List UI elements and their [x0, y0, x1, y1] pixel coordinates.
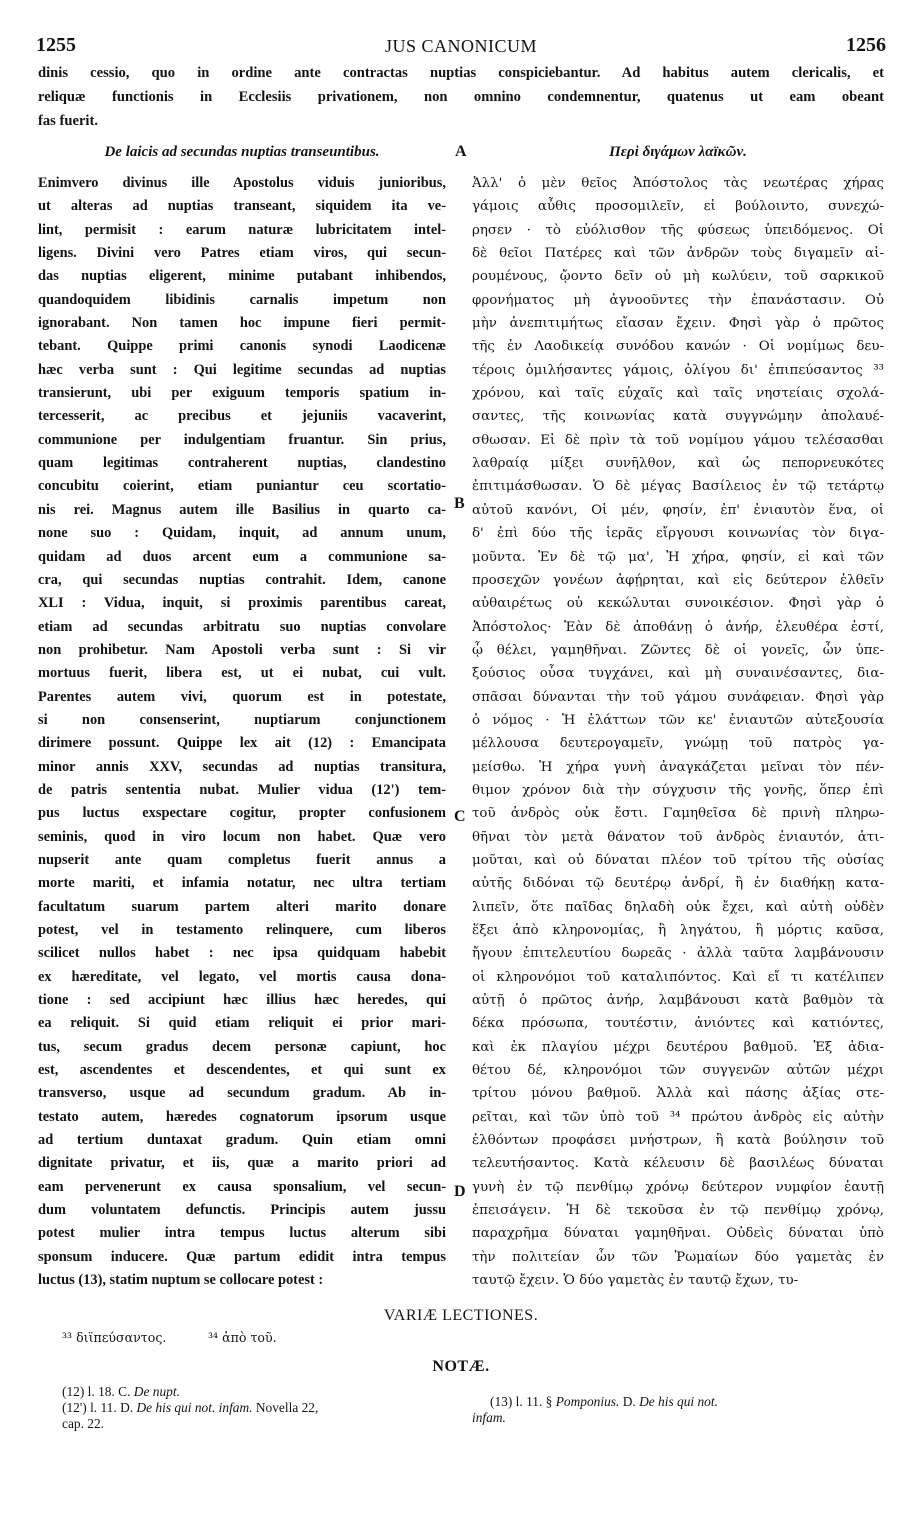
text-line: si non consenserint, nuptiarum conjunctionem [38, 711, 446, 728]
text-line: ἐλθόντων προφάσει μνήστρων, ἢ κατὰ βούλησιν τοῦ [472, 1133, 884, 1149]
text-line: mortuus fuerit, libera est, ut ei nubat, cui vult. [38, 665, 446, 682]
note-12-title: De nupt. [133, 1384, 180, 1399]
greek-column-heading: Περὶ διγάμων λαϊκῶν. [609, 144, 747, 160]
text-line: dum voluntatem defunctis. Principis autem jussu [38, 1202, 446, 1219]
text-line: ὁ νόμος · Ἡ ἐλάττων τῶν κε' ἐνιαυτῶν αὐτεξουσία [472, 712, 884, 728]
text-line: τελευτήσαντος. Κατὰ κέλευσιν δὲ βασιλέως δύναται [472, 1156, 884, 1172]
note-12-prime [62, 1400, 318, 1416]
text-line: cra, qui secundas nuptias contrahit. Idem, canone [38, 571, 446, 588]
running-title: JUS CANONICUM [384, 36, 538, 56]
text-line: tebant. Quippe primi canonis synodi Laodicenæ [38, 338, 446, 355]
text-line: transierunt, ubi per exiguum temporis spatium in- [38, 385, 446, 402]
text-line: Enimvero divinus ille Apostolus viduis junioribus, [38, 175, 446, 191]
text-line: ταυτῷ ἔχειν. Ὁ δύο γαμετὰς ἐν ταυτῷ ἔχων, τυ- [472, 1273, 799, 1289]
text-line: γυνὴ ἐν τῷ πενθίμῳ χρόνῳ δεύτερον νυμφίον ἑαυτῇ [472, 1179, 884, 1195]
text-line: tercesserit, ac precibus et jejuniis vacaverint, [38, 408, 446, 425]
text-line: XLI : Vidua, inquit, si proximis parentibus careat, [38, 595, 446, 612]
text-line: σπᾶσαι δύνανται τὴν τοῦ γάμου συνάφειαν. Φησὶ γὰρ [472, 689, 884, 705]
note-13-ref: (13) l. 11. § [490, 1394, 553, 1409]
text-line: ρησεν · τὸ εὐόλισθον τῆς φύσεως ὑπειδόμενος. Οἱ [472, 222, 884, 238]
notae-title: NOTÆ. [432, 1358, 490, 1375]
text-line: δ' ἐπὶ δύο τῆς ἱερᾶς εἴργουσι κοινωνίας τὸν διγα- [472, 526, 884, 542]
text-line: ut alteras ad nuptias transeant, siquidem ita ve- [38, 198, 446, 215]
text-line: δέκα πρόσωπα, τουτέστιν, ἀνιόντες καὶ κατιόντες, [472, 1016, 884, 1032]
note-13-mid: D. [622, 1394, 636, 1409]
text-line: μοῦται, καὶ οὐ δύναται πλέον τοῦ τρίτου τῆς οὐσίας [472, 852, 884, 868]
note-12-prime-cont: cap. 22. [62, 1416, 105, 1431]
text-line: transverso, usque ad secundum gradum. Ab in- [38, 1085, 446, 1102]
text-line: Ἀλλ' ὁ μὲν θεῖος Ἀπόστολος τὰς νεωτέρας χήρας [472, 176, 884, 191]
intro-line: dinis cessio, quo in ordine ante contractas nuptias conspiciebantur. Ad habitus autem clericalis, et [38, 65, 884, 81]
text-line: αὐτοῦ κανόνι, Οἱ μέν, φησίν, ἐπ' ἐνιαυτὸν ἕνα, οἱ [472, 502, 884, 518]
text-line: minor annis XXV, secundas ad nuptias transitura, [38, 758, 446, 775]
text-line: potest mulier intra tempus luctus alterum sibi [38, 1225, 446, 1242]
text-line: communione per indulgentiam fruantur. Sin prius, [38, 431, 446, 448]
text-line: ἐπεισάγειν. Ἡ δὲ τεκοῦσα ἐν τῷ πενθίμῳ χρόνῳ, [472, 1203, 884, 1219]
text-line: quam legitimas contraherent nuptias, clandestino [38, 455, 446, 472]
text-line: ᾧ θέλει, γαμηθῆναι. Ζῶντες δὲ οἱ γονεῖς, ὧν ὑπε- [472, 642, 884, 658]
text-line: eam pervenerunt ex causa sponsalium, vel secun- [38, 1178, 446, 1195]
text-line: none suo : Quidam, inquit, ad annum unum, [38, 525, 446, 542]
text-line: αὐτῇ ὁ πρῶτος ἀνήρ, λαμβάνουσι κατὰ βαθμὸν τὰ [472, 993, 884, 1009]
text-line: δὲ θεῖοι Πατέρες καὶ τῶν ἀνδρῶν τοὺς διγαμεῖν αἱ- [472, 246, 884, 262]
text-line: σαντες, τῆς κοινωνίας κατὰ συγγνώμην ἀπολαυέ- [472, 409, 884, 425]
text-line: etiam ad secundas arbitratu suo nuptias convolare [38, 618, 446, 635]
text-line: μέλλουσα δευτερογαμεῖν, γνώμῃ τοῦ πατρὸς γα- [472, 736, 884, 752]
note-12 [62, 1384, 180, 1400]
note-13-cont: infam. [472, 1410, 506, 1425]
latin-column-text [38, 172, 446, 1293]
text-line: ligens. Divini vero Patres etiam viros, qui secun- [38, 245, 446, 262]
running-head [36, 34, 886, 58]
text-line: αὐτῆς διδόναι τῷ δευτέρῳ ἀνδρί, ἢ ἐν διαθήκῃ κατα- [472, 876, 884, 892]
page-number-left: 1255 [36, 34, 76, 56]
text-line: de patris sententia nubat. Mulier vidua (12') tem- [38, 781, 446, 798]
text-line: ad tertium duntaxat gradum. Quin etiam omni [38, 1132, 446, 1149]
text-line: Parentes autem vivi, quorum est in potestate, [38, 688, 446, 705]
variae-lectiones-title: VARIÆ LECTIONES. [383, 1307, 539, 1324]
text-line: χρόνου, καὶ ταῖς εὐχαῖς καὶ ταῖς νηστείαις σχολά- [472, 386, 884, 402]
text-line: λιπεῖν, ὅτε παῖδας δηλαδὴ οὐκ ἔχει, καὶ αὐτὴ οὐδὲν [472, 899, 884, 915]
intro-line: fas fuerit. [38, 113, 98, 129]
text-line: θέτου δέ, κληρονόμοι τῶν συγγενῶν αὐτῶν μέχρι [472, 1063, 884, 1079]
text-line: pus luctus exspectare cogitur, propter confusionem [38, 805, 446, 822]
intro-line: reliquæ functionis in Ecclesiis privationem, non omnino condemnentur, quatenus ut eam obeant [38, 89, 884, 105]
page-number-right: 1256 [846, 34, 886, 56]
text-line: μείσθω. Ἡ χήρα γυνὴ ἀναγκάζεται μεῖναι τὸν πέν- [472, 759, 884, 775]
text-line: παραχρῆμα δύναται γαμηθῆναι. Οὐδεὶς δύναται ὑπὸ [472, 1226, 884, 1242]
variant-note-34: ³⁴ ἀπὸ τοῦ. [208, 1330, 277, 1345]
text-line: λαθραίᾳ μίξει συνῆλθον, καὶ ὡς πεπορνευκότες [472, 456, 884, 472]
text-line: sponsum inducere. Quæ partum edidit intra tempus [38, 1248, 446, 1265]
text-line: ignorabant. Non tamen hoc impune fieri permit- [38, 315, 446, 332]
margin-letter-a: A [455, 143, 467, 160]
text-line: τρίτου μόνου βαθμοῦ. Ἀλλὰ καὶ πάσης ἀξίας στε- [472, 1086, 884, 1102]
note-13-title: Pomponius. [555, 1394, 620, 1409]
text-line: potest, vel in testamento relinquere, cum liberos [38, 922, 446, 938]
text-line: dirimere possunt. Quippe lex ait (12) : Emancipata [38, 735, 446, 752]
note-12-prime-ref: (12') l. 11. D. [62, 1400, 134, 1415]
text-line: quidam ad duos arcent eum a communione sa- [38, 548, 446, 565]
text-line: est, ascendentes et descendentes, et qui sunt ex [38, 1062, 446, 1079]
text-line: αὐθαιρέτως οὐ κεκώλυται συνοικέσιον. Φησὶ γὰρ ὁ [472, 596, 884, 612]
text-line: quandoquidem libidinis carnalis impetum non [38, 291, 446, 308]
note-12-prime-novella: Novella 22, [255, 1400, 319, 1415]
text-line: μοῦντα. Ἐν δὲ τῷ μα', Ἡ χήρα, φησίν, εἰ καὶ τῶν [472, 549, 884, 565]
text-line: θιμον χρόνον διὰ τὴν σύγχυσιν τῆς γονῆς, ὅπερ ἐπὶ [472, 782, 884, 798]
greek-column-text [472, 172, 884, 1293]
text-line: testato autem, hæredes cognatorum ipsorum usque [38, 1108, 446, 1125]
text-line: ea reliquit. Si quid etiam reliquit ei prior mari- [38, 1015, 446, 1032]
latin-column-heading: De laicis ad secundas nuptias transeuntibus. [104, 144, 380, 160]
text-line: ex hæreditate, vel legato, vel mortis causa dona- [38, 968, 446, 985]
text-line: concubitu coierint, etiam puniantur ceu scortatio- [38, 478, 446, 495]
text-line: scilicet nullos habet : nec ipsa quidquam habebit [38, 945, 446, 962]
text-line: hæc verba sunt : Qui legitime secundas ad nuptias [38, 361, 446, 378]
text-line: ξούσιος οὖσα τυγχάνει, καὶ μὴ συναινέσαντες, δια- [472, 666, 884, 682]
text-line: σθωσαν. Εἰ δὲ πρὶν τὰ τοῦ νομίμου γάμου τελέσασθαι [472, 432, 884, 448]
text-line: nupserit ante quam completus fuerit annus a [38, 851, 446, 868]
text-line: τὴν πολιτείαν ὧν τῶν Ῥωμαίων δύο γαμετὰς ἐν [472, 1249, 884, 1265]
text-line: tus, secum gradus decem personæ capiunt, hoc [38, 1038, 446, 1055]
variant-note-33: ³³ διϊπεύσαντος. [62, 1330, 167, 1345]
note-12-ref: (12) l. 18. C. [62, 1384, 131, 1399]
text-line: ρουμένους, ᾤοντο δεῖν οὐ μὴ κωλύειν, τοῦ σαρκικοῦ [472, 269, 884, 285]
text-line: dignitate privatur, et iis, quæ a marito priori ad [38, 1155, 446, 1172]
text-line: morte mariti, et infamia notatur, nec ultra tertiam [38, 875, 446, 892]
margin-letter-c: C [454, 808, 466, 825]
text-line: ἐπιτιμάσθωσαν. Ὁ δὲ μέγας Βασίλειος ἐν τῷ τετάρτῳ [472, 479, 884, 495]
note-13-title-2: De his qui not. [639, 1394, 718, 1409]
text-line: τοῦ ἀνδρὸς οὐκ ἔστι. Γαμηθεῖσα δὲ πρινὴ πληρω- [472, 806, 884, 822]
text-line: ἕξει ἀπὸ κληρονομίας, ἢ ληγάτου, ἢ μόρτις καῦσα, [472, 923, 884, 938]
text-line: οἱ κληρονόμοι τοῦ καταλιπόντος. Καὶ εἴ τι κατέλιπεν [472, 969, 884, 985]
text-line: ἤγουν ἐπιτελευτίου δωρεᾶς · ἀλλὰ ταῦτα λαμβάνουσιν [472, 946, 884, 962]
text-line: seminis, quod in viro locum non habet. Quæ vero [38, 828, 446, 845]
text-line: facultatum suarum partem alteri marito donare [38, 898, 446, 915]
text-line: τέροις ὁμιλήσαντες γάμοις, ὀλίγου δι' ἐπιπεύσαντος ³³ [472, 362, 884, 378]
note-12-prime-title: De his qui not. infam. [136, 1400, 253, 1415]
text-line: tione : sed accipiunt hæc illius hæc heredes, qui [38, 992, 446, 1009]
text-line: θῆναι τὸν μετὰ θάνατον τοῦ ἀνδρὸς ἐνιαυτόν, ἀτι- [472, 829, 884, 845]
text-line: μὴν ἀνεπιτιμήτως εἴασαν ἔχειν. Φησὶ γὰρ ὁ πρῶτος [472, 316, 884, 332]
note-13 [490, 1394, 718, 1410]
margin-letter-d: D [454, 1183, 466, 1200]
text-line: nis rei. Magnus autem ille Basilius in quarto ca- [38, 501, 446, 518]
text-line: das nuptias eligerent, minime putabant inhibendos, [38, 268, 446, 285]
text-line: φρονήματος μὴ ἀγνοοῦντες τὴν ἐπανάστασιν. Οὐ [472, 292, 884, 308]
margin-letter-b: B [454, 495, 465, 512]
text-line: luctus (13), statim nuptum se collocare potest : [38, 1272, 324, 1289]
text-line: Ἀπόστολος· Ἐὰν δὲ ἀποθάνῃ ὁ ἀνήρ, ἐλευθέρα ἐστί, [472, 619, 884, 635]
text-line: lint, permisit : earum naturæ lubricitatem intel- [38, 221, 446, 238]
text-line: γάμοις αὖθις προσομιλεῖν, εἰ βούλοιντο, συνεχώ- [472, 199, 884, 215]
text-line: τῆς ἐν Λαοδικείᾳ συνόδου κανών · Οἱ νομίμως δευ- [472, 339, 884, 355]
text-line: non prohibetur. Nam Apostoli verba sunt : Si vir [38, 641, 446, 658]
text-line: προσεχῶν γονέων ἀφῄρηται, καὶ εἰς δεύτερον ἐλθεῖν [472, 572, 884, 588]
text-line: ρεῖται, καὶ τῶν ὑπὸ τοῦ ³⁴ πρώτου ἀνδρὸς εἰς αὐτὴν [472, 1109, 884, 1125]
text-line: καὶ ἐκ πλαγίου μέχρι δευτέρου βαθμοῦ. Ἐξ ἀδια- [472, 1039, 884, 1055]
